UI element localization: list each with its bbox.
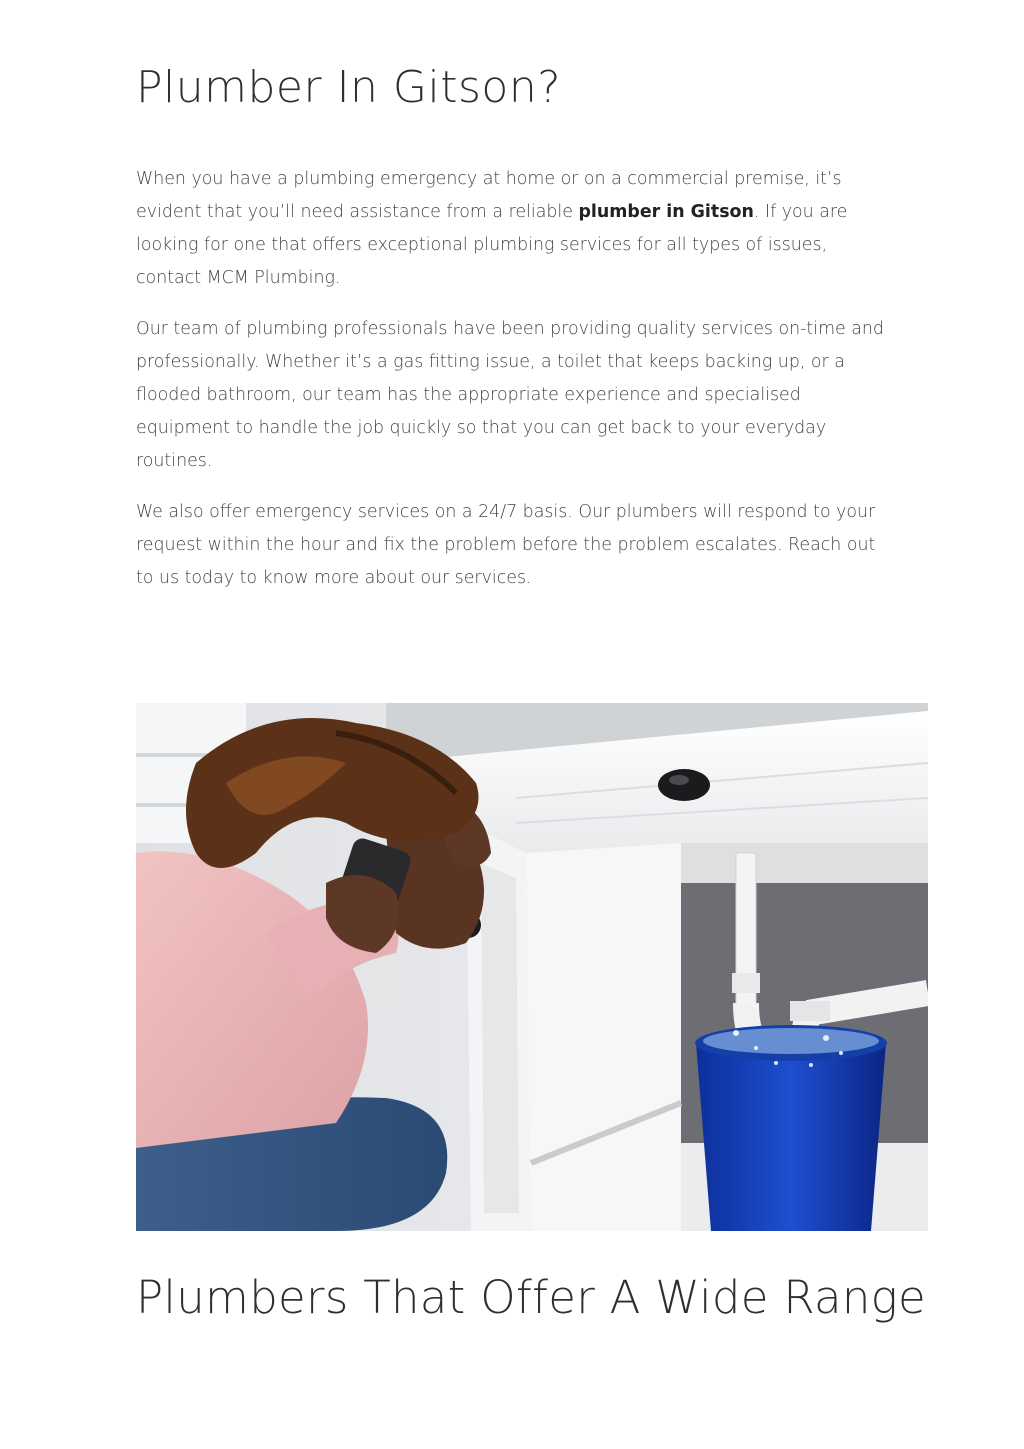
paragraph-line: looking for one that offers exceptional plumbing services for all types of issues, [136,235,828,255]
keyword-highlight: plumber in Gitson [578,202,754,222]
paragraph-text: . If you are [753,202,848,222]
paragraph-line: contact MCM Plumbing. [136,268,341,288]
emergency-paragraph [136,496,936,595]
paragraph-line: professionally. Whether it’s a gas fitting issue, a toilet that keeps backing up, or a [136,352,845,372]
paragraph-line: Our team of plumbing professionals have been providing quality services on-time and [136,319,884,339]
paragraph-line: equipment to handle the job quickly so that you can get back to your everyday [136,418,827,438]
paragraph-line: When you have a plumbing emergency at home or on a commercial premise, it’s [136,169,842,189]
paragraph-line: request within the hour and fix the problem before the problem escalates. Reach out [136,535,876,555]
leaking-sink-photo [136,703,928,1231]
paragraph-text: evident that you’ll need assistance from a reliable [136,202,579,222]
paragraph-line: to us today to know more about our services. [136,568,532,588]
paragraph-line: flooded bathroom, our team has the appropriate experience and specialised [136,385,801,405]
team-paragraph [136,313,936,478]
paragraph-line [136,196,936,229]
paragraph-line: routines. [136,451,213,471]
paragraph-line: We also offer emergency services on a 24/7 basis. Our plumbers will respond to your [136,502,876,522]
intro-paragraph [136,163,936,295]
page-title: Plumber In Gitson? [136,62,562,113]
section-heading: Plumbers That Offer A Wide Range [136,1271,926,1324]
